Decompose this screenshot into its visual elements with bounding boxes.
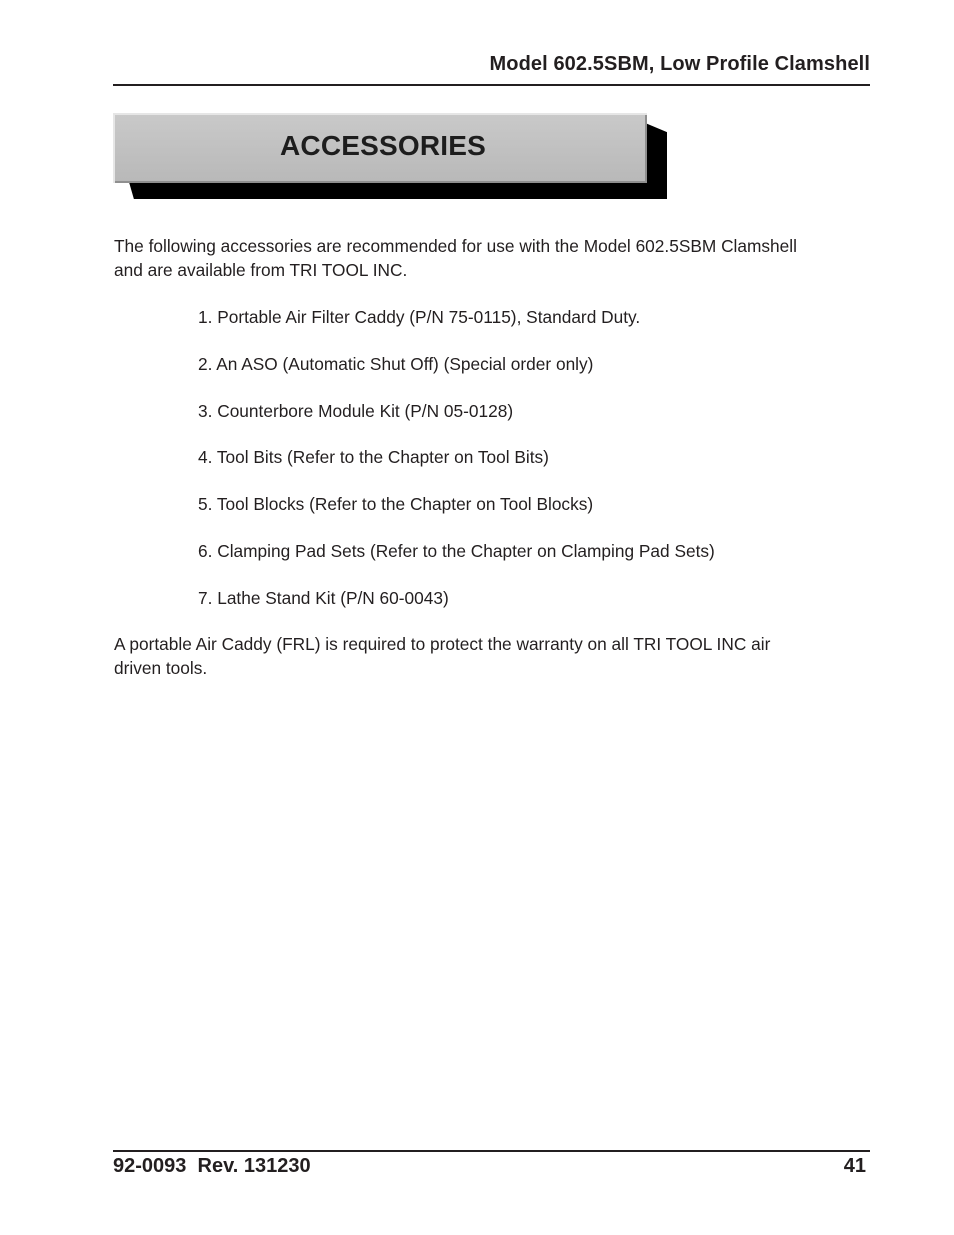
section-banner xyxy=(113,113,669,200)
warranty-note xyxy=(114,633,874,680)
list-item: 1. Portable Air Filter Caddy (P/N 75-0115), Standard Duty. xyxy=(198,307,641,327)
footer-page-number: 41 xyxy=(843,1155,866,1177)
list-item: 4. Tool Bits (Refer to the Chapter on Tool Bits) xyxy=(198,447,549,468)
list-item: 7. Lathe Stand Kit (P/N 60-0043) xyxy=(198,587,449,608)
header-rule xyxy=(113,84,870,86)
intro-line-2: and are available from TRI TOOL INC. xyxy=(114,259,408,280)
list-item: 2. An ASO (Automatic Shut Off) (Special order only) xyxy=(198,353,594,374)
page-header-title: Model 602.5SBM, Low Profile Clamshell xyxy=(489,53,870,75)
list-item: 6. Clamping Pad Sets (Refer to the Chapter on Clamping Pad Sets) xyxy=(198,540,715,561)
note-line-1: A portable Air Caddy (FRL) is required to protect the warranty on all TRI TOOL INC air xyxy=(114,634,771,654)
banner-box xyxy=(113,113,647,183)
list-item: 5. Tool Blocks (Refer to the Chapter on Tool Blocks) xyxy=(198,494,594,515)
intro-paragraph xyxy=(114,235,874,282)
section-title: ACCESSORIES xyxy=(280,130,487,161)
intro-line-1: The following accessories are recommended for use with the Model 602.5SBM Clamshell xyxy=(114,236,797,256)
list-item: 3. Counterbore Module Kit (P/N 05-0128) xyxy=(198,400,514,421)
accessory-list xyxy=(198,306,715,634)
footer-rule xyxy=(113,1150,870,1152)
footer-doc-revision: 92-0093 Rev. 131230 xyxy=(113,1155,311,1177)
note-line-2: driven tools. xyxy=(114,657,208,678)
